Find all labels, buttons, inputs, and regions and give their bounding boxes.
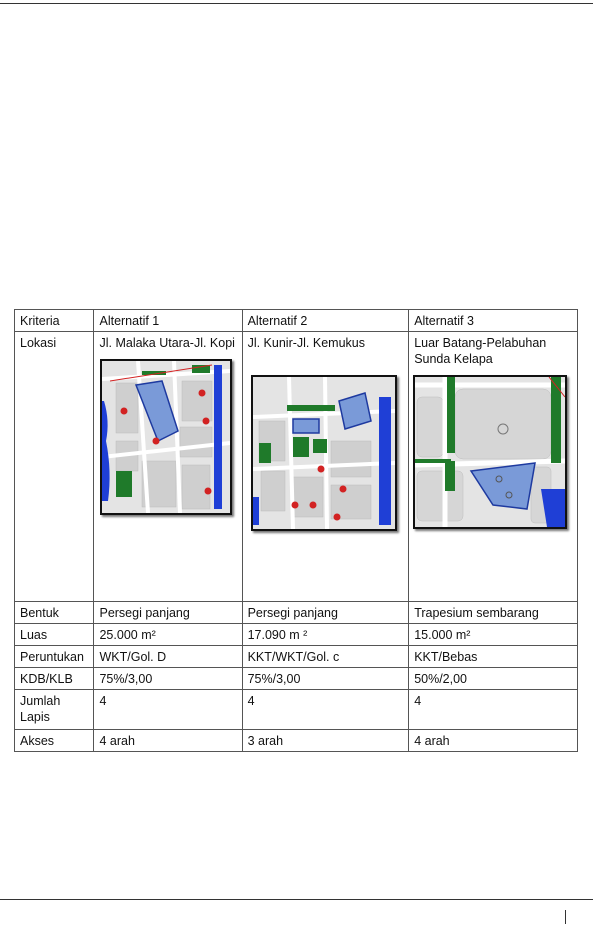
cell-peruntukan-alt1: WKT/Gol. D xyxy=(94,646,242,668)
cell-luas-alt3: 15.000 m² xyxy=(409,624,578,646)
cell-luas-alt2: 17.090 m ² xyxy=(242,624,409,646)
site-map-alt2 xyxy=(251,375,397,531)
row-label-kdb-klb: KDB/KLB xyxy=(15,668,94,690)
cell-kdb-alt3: 50%/2,00 xyxy=(409,668,578,690)
cell-akses-alt3: 4 arah xyxy=(409,730,578,752)
table-row xyxy=(15,730,578,752)
row-label-luas: Luas xyxy=(15,624,94,646)
header-rule xyxy=(0,3,593,4)
cell-luas-alt1: 25.000 m² xyxy=(94,624,242,646)
cell-peruntukan-alt3: KKT/Bebas xyxy=(409,646,578,668)
cell-bentuk-alt3: Trapesium sembarang xyxy=(409,602,578,624)
table-row xyxy=(15,690,578,730)
table-row xyxy=(15,624,578,646)
site-map-alt3 xyxy=(413,375,567,529)
table-row xyxy=(15,646,578,668)
cell-bentuk-alt1: Persegi panjang xyxy=(94,602,242,624)
cell-akses-alt2: 3 arah xyxy=(242,730,409,752)
lokasi-text-alt1: Jl. Malaka Utara-Jl. Kopi xyxy=(99,336,235,350)
row-label-peruntukan: Peruntukan xyxy=(15,646,94,668)
header-kriteria: Kriteria xyxy=(15,310,94,332)
cell-bentuk-alt2: Persegi panjang xyxy=(242,602,409,624)
cell-lapis-alt2: 4 xyxy=(242,690,409,730)
row-label-lokasi: Lokasi xyxy=(15,332,94,602)
cell-lapis-alt1: 4 xyxy=(94,690,242,730)
cell-lokasi-alt1 xyxy=(94,332,242,602)
cell-lapis-alt3: 4 xyxy=(409,690,578,730)
cell-lokasi-alt3 xyxy=(409,332,578,602)
table-row xyxy=(15,602,578,624)
lokasi-text-alt2: Jl. Kunir-Jl. Kemukus xyxy=(247,336,365,350)
header-alternatif-3: Alternatif 3 xyxy=(409,310,578,332)
table-row xyxy=(15,668,578,690)
lokasi-text-alt3: Luar Batang-Pelabuhan Sunda Kelapa xyxy=(414,336,547,366)
site-map-alt1 xyxy=(100,359,232,515)
page-number-separator xyxy=(565,910,566,924)
row-label-bentuk: Bentuk xyxy=(15,602,94,624)
cell-peruntukan-alt2: KKT/WKT/Gol. c xyxy=(242,646,409,668)
table-header-row xyxy=(15,310,578,332)
cell-lokasi-alt2 xyxy=(242,332,409,602)
table-row-lokasi xyxy=(15,332,578,602)
cell-kdb-alt2: 75%/3,00 xyxy=(242,668,409,690)
row-label-jumlah-lapis: Jumlah Lapis xyxy=(15,690,94,730)
cell-akses-alt1: 4 arah xyxy=(94,730,242,752)
footer-rule xyxy=(0,899,593,900)
header-alternatif-1: Alternatif 1 xyxy=(94,310,242,332)
site-alternatives-table xyxy=(14,309,578,752)
row-label-akses: Akses xyxy=(15,730,94,752)
cell-kdb-alt1: 75%/3,00 xyxy=(94,668,242,690)
header-alternatif-2: Alternatif 2 xyxy=(242,310,409,332)
